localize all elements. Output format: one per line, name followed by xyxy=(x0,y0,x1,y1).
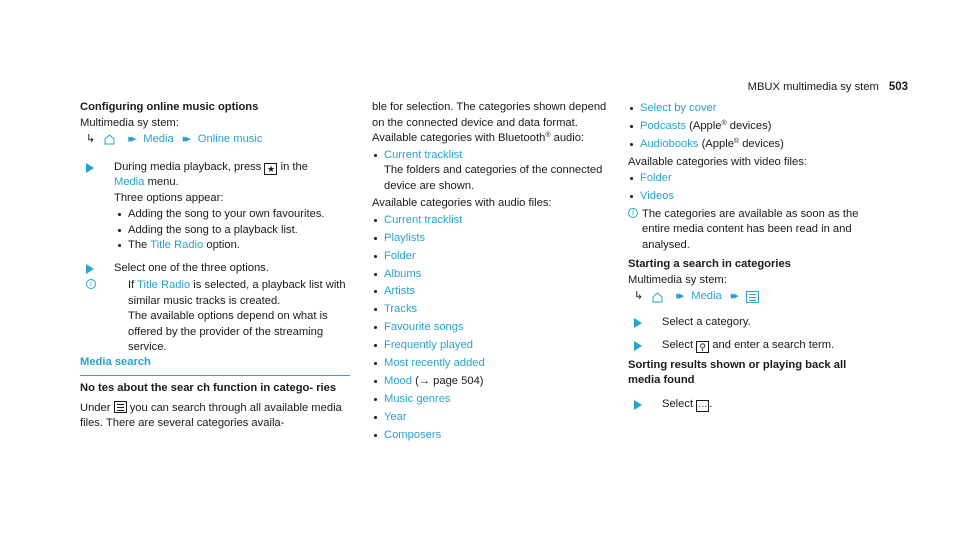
page-number: 503 xyxy=(888,81,908,93)
list-item: Tracks xyxy=(372,302,617,318)
step-select-more: Select ⋯ . xyxy=(628,397,873,413)
list-item: Current tracklist The folders and categories of the connected device are shown. xyxy=(372,148,617,195)
column-3 xyxy=(628,100,873,412)
list-item: Favourite songs xyxy=(372,320,617,336)
section-name: MBUX multimedia sy stem xyxy=(747,81,879,93)
heading-online-music: Conﬁguring online music options xyxy=(80,101,259,113)
podcasts-link[interactable]: Podcasts xyxy=(640,119,687,132)
audio-categories-list xyxy=(372,213,617,443)
return-arrow-icon: ↳ xyxy=(86,133,96,145)
title-radio-link[interactable]: Title Radio xyxy=(137,279,191,291)
star-button-icon: ★ xyxy=(264,163,277,175)
column-1-lower xyxy=(80,381,352,432)
info-icon: i xyxy=(86,279,96,289)
list-item: Videos xyxy=(628,189,873,205)
video-label: Available categories with video files: xyxy=(628,155,807,168)
current-tracklist-link[interactable]: Current tracklist xyxy=(384,148,463,161)
list-item: Adding the song to your own favourites. xyxy=(114,207,352,223)
list-item: Most recently added xyxy=(372,356,617,372)
system-label: Multimedia sy stem: xyxy=(628,273,727,286)
step-arrow-icon xyxy=(634,400,642,410)
list-icon[interactable] xyxy=(746,291,759,303)
heading-sorting: Sorting results shown or playing back all media found xyxy=(628,358,847,387)
list-item: Frequently played xyxy=(372,338,617,354)
search-icon: ⚲ xyxy=(696,341,709,353)
step-arrow-icon xyxy=(634,318,642,328)
list-item: Playlists xyxy=(372,231,617,247)
list-item: Audiobooks (Apple® devices) xyxy=(628,137,873,153)
audiobooks-link[interactable]: Audiobooks xyxy=(640,137,699,150)
page-reference: (→ page 504) xyxy=(415,374,484,387)
title-radio-link[interactable]: Title Radio xyxy=(150,239,204,251)
list-item: Composers xyxy=(372,428,617,444)
media-menu-link[interactable]: Media xyxy=(114,176,145,188)
step-select-category: Select a category. xyxy=(628,315,873,331)
column-1 xyxy=(80,100,352,356)
list-icon xyxy=(114,401,127,413)
search-intro: Under you can search through all available media files. There are several categories availa- xyxy=(80,401,342,429)
info-icon: i xyxy=(628,208,638,218)
menu-path xyxy=(86,132,352,148)
step-press-star: During media playback, press ★ in the Media menu. Three options appear: Adding the song to your own favourites. Adding the song to a playback list. The Title Radio option. xyxy=(80,160,352,254)
list-item: Adding the song to a playback list. xyxy=(114,223,352,239)
home-icon xyxy=(652,292,663,303)
bluetooth-label: Available categories with Bluetooth® audio: xyxy=(372,132,585,144)
list-item xyxy=(372,374,617,390)
home-icon xyxy=(104,134,115,145)
chevron-right-icon: ▸▸ xyxy=(676,290,682,303)
return-arrow-icon: ↳ xyxy=(634,290,644,303)
list-item: The Title Radio option. xyxy=(114,238,352,254)
path-media[interactable]: Media xyxy=(691,290,722,303)
more-icon: ⋯ xyxy=(698,400,708,411)
heading-start-search: Starting a search in categories xyxy=(628,258,791,271)
step-select-option: Select one of the three options. i If Title Radio is selected, a playback list with similar music tracks is created. The available options depend on what is offered by the provider of the streaming service. xyxy=(80,261,352,356)
path-media[interactable]: Media xyxy=(143,133,174,145)
subheading-search-notes: No tes about the sear ch function in catego- ries xyxy=(80,382,337,394)
column-2: ble for selection. The categories shown depend on the connected device and data format. Available categories with Bluetooth® audio: Current tracklist The folders and categories of the connected device are shown. Available categories with audio files: Current tracklist Playlists Folder Albums Artists Tracks Favourite songs Frequently played Most recently added Mood (→ page 504) Music genres Year Composers xyxy=(372,100,617,445)
mood-link[interactable]: Mood xyxy=(384,374,412,387)
list-item: Folder xyxy=(372,249,617,265)
list-item: Folder xyxy=(628,171,873,187)
audio-categories-list-cont xyxy=(628,101,873,152)
list-item: Artists xyxy=(372,284,617,300)
chevron-right-icon: ▸▸ xyxy=(730,290,736,303)
options-list xyxy=(114,207,352,254)
list-item: Select by cover xyxy=(628,101,873,117)
info-note: i The categories are available as soon as the entire media content has been read in and analysed. xyxy=(628,207,873,254)
page-header xyxy=(748,80,908,96)
system-label: Multimedia sy stem: xyxy=(80,116,179,129)
info-note: i If Title Radio is selected, a playback list with similar music tracks is created. The available options depend on what is offered by the provider of the streaming service. xyxy=(80,278,352,356)
step-arrow-icon xyxy=(634,341,642,351)
video-categories-list xyxy=(628,171,873,204)
chevron-right-icon: ▸▸ xyxy=(182,133,188,145)
list-item: Podcasts (Apple® devices) xyxy=(628,119,873,135)
list-item: Year xyxy=(372,410,617,426)
bluetooth-list xyxy=(372,148,617,195)
step-arrow-icon xyxy=(86,264,94,274)
section-title-media-search: Media search xyxy=(80,355,350,376)
audio-label: Available categories with audio files: xyxy=(372,197,552,210)
step-enter-search: Select ⚲ and enter a search term. xyxy=(628,338,873,354)
list-item: Albums xyxy=(372,267,617,283)
chevron-right-icon: ▸▸ xyxy=(128,133,134,145)
path-online-music[interactable]: Online music xyxy=(197,133,263,145)
step-arrow-icon xyxy=(86,163,94,173)
list-item: Music genres xyxy=(372,392,617,408)
menu-path xyxy=(634,289,873,305)
list-item: Current tracklist xyxy=(372,213,617,229)
